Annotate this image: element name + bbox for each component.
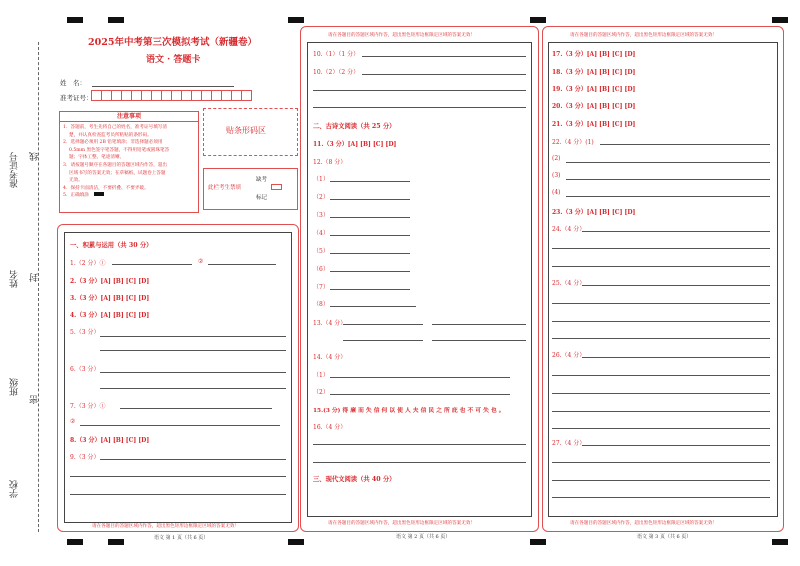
section-2-title: 二、古诗文阅读（共 25 分） [313,123,396,130]
q12-sub-3: （3） [313,212,329,219]
name-field[interactable] [92,86,234,87]
q12-sub-8: （8） [313,301,329,308]
q10-2-answer-line[interactable] [362,74,526,75]
q16-label: 16.（4 分） [313,424,347,431]
q7b-answer-line[interactable] [80,425,280,426]
q9-label: 9.（3 分） [70,454,100,461]
q25-answer-line[interactable] [582,285,770,286]
section-3-title: 三、现代文阅读（共 40 分） [313,476,396,483]
q13-answer-line[interactable] [343,340,423,341]
position-mark [772,17,788,23]
q12-sub-1: （1） [313,176,329,183]
q26-answer-line[interactable] [552,411,770,412]
q1-answer-line[interactable] [112,264,192,265]
side-label-exam-id: 准考证号 [10,152,20,188]
q12-sub-line[interactable] [330,181,410,182]
q19-choice[interactable]: 19.（3 分）[A] [B] [C] [D] [552,86,636,93]
q5-label: 5.（3 分） [70,329,100,336]
q5-answer-line[interactable] [100,350,286,351]
q27-answer-line[interactable] [552,462,770,463]
q11-choice[interactable]: 11.（3 分）[A] [B] [C] [D] [313,141,397,148]
q12-sub-line[interactable] [330,271,410,272]
boundary-note: 请在各题目的答题区域内作答，超出黑色矩形边框限定区域的答案无效！ [570,521,718,526]
exam-id-boxes[interactable] [92,90,252,101]
q10-1-label: 10.（1）（1 分） [313,51,360,58]
q25-label: 25.（4 分） [552,280,586,287]
q22-4-answer-line[interactable] [566,196,770,197]
q13-answer-line[interactable] [432,324,526,325]
notice-list: 1．答题前，考生先将自己的姓名，准考证号填写清 楚，并认真检查监考员所粘贴的条形码。 2．选择题必须用 2B 铅笔填涂；非选择题必须用 0.5mm 黑色签字笔答题，不得用铅笔或圆珠笔答 题；字体工整、笔迹清晰。 3．请按题号顺序在各题目的答题区域内作答，超出 区域书写的答案无效；在草稿纸、试题卷上答题 无效。 4．保持卡面清洁，不要折叠、不要弄破。 5．正确填涂 [63,125,170,199]
q12-sub-line[interactable] [330,253,410,254]
q22-answer-line[interactable] [600,144,770,145]
q27-answer-line[interactable] [552,497,770,498]
q18-choice[interactable]: 18.（3 分）[A] [B] [C] [D] [552,69,636,76]
q12-sub-5: （5） [313,248,329,255]
q24-label: 24.（4 分） [552,226,586,233]
q12-sub-2: （2） [313,194,329,201]
binding-line [38,42,39,532]
page-title: 2025年中考第三次模拟考试（新疆卷） [88,37,257,48]
q6-answer-line[interactable] [100,372,286,373]
page-subtitle: 语文 · 答题卡 [146,55,201,65]
q24-answer-line[interactable] [582,231,770,232]
q8-choice[interactable]: 8.（3 分）[A] [B] [C] [D] [70,437,150,444]
side-label-line: 线 [30,152,40,161]
q26-answer-line[interactable] [582,357,770,358]
q1b-answer-line[interactable] [208,264,276,265]
boundary-note: 请在各题目的答题区域内作答，超出黑色矩形边框限定区域的答案无效！ [92,524,240,529]
page-footer-2: 语文 第 2 页（共 6 页） [396,534,451,540]
q16-answer-line[interactable] [313,462,526,463]
absent-label: 此栏考生禁填 [208,185,242,191]
q2-choice[interactable]: 2.（3 分）[A] [B] [C] [D] [70,278,150,285]
boundary-note: 请在各题目的答题区域内作答，超出黑色矩形边框限定区域的答案无效！ [570,33,718,38]
q12-sub-4: （4） [313,230,329,237]
q25-answer-line[interactable] [552,321,770,322]
page-footer-1: 语文 第 1 页（共 6 页） [154,535,209,541]
absent-mark-label-2: 标记 [256,195,268,201]
q14-2-answer-line[interactable] [330,394,510,395]
q12-sub-line[interactable] [330,199,410,200]
q15-text: 15.(3 分) 得 廉 而 失 信 何 以 使 人 夫 信 民 之 所 庇 也 不 可 失 也 。 [313,408,505,414]
q5-answer-line[interactable] [100,336,286,337]
position-mark [530,17,546,23]
q13-label: 13.（4 分） [313,320,347,327]
side-label-class: 班级 [10,378,20,396]
side-label-secret: 密 [30,395,40,404]
q12-sub-line[interactable] [330,289,410,290]
q1b-label: ② [198,258,204,265]
q13-answer-line[interactable] [343,324,423,325]
side-label-name: 姓名 [10,270,20,288]
position-mark [772,539,788,545]
q9-answer-line[interactable] [70,494,286,495]
q6-label: 6.（3 分） [70,366,100,373]
exam-id-label: 准考证号： [60,94,93,102]
q20-choice[interactable]: 20.（3 分）[A] [B] [C] [D] [552,103,636,110]
q26-answer-line[interactable] [552,393,770,394]
q1-label: 1.（2 分）① [70,260,106,267]
q25-answer-line[interactable] [552,338,770,339]
q25-answer-line[interactable] [552,303,770,304]
q24-answer-line[interactable] [552,266,770,267]
position-mark [288,539,304,545]
q14-2-label: （2） [313,389,329,396]
q4-choice[interactable]: 4.（3 分）[A] [B] [C] [D] [70,312,150,319]
q12-sub-line[interactable] [330,306,416,307]
q24-answer-line[interactable] [552,248,770,249]
q26-label: 26.（4 分） [552,352,586,359]
side-label-school: 学校 [10,480,20,498]
q10-2-answer-line[interactable] [313,90,526,91]
q9-answer-line[interactable] [70,476,286,477]
notice-title: 注意事项 [60,112,198,122]
q17-choice[interactable]: 17.（3 分）[A] [B] [C] [D] [552,51,636,58]
q14-label: 14.（4 分） [313,354,347,361]
q14-1-answer-line[interactable] [330,377,510,378]
barcode-label: 贴条形码区 [226,126,266,135]
absent-checkbox[interactable] [271,184,282,190]
q16-answer-line[interactable] [313,444,526,445]
q14-1-label: （1） [313,372,329,379]
q12-sub-line[interactable] [330,217,410,218]
position-mark [108,17,124,23]
absent-mark-label: 缺考 [256,177,268,183]
q13-answer-line[interactable] [432,340,526,341]
position-mark [67,539,83,545]
position-mark [67,17,83,23]
q10-1-answer-line[interactable] [362,56,526,57]
q27-label: 27.（4 分） [552,440,586,447]
position-mark [530,539,546,545]
q7-label: 7.（3 分）① [70,403,106,410]
q12-sub-7: （7） [313,284,329,291]
answer-frame-2 [307,42,532,517]
q3-choice[interactable]: 3.（3 分）[A] [B] [C] [D] [70,295,150,302]
q22-3-label: (3) [552,172,561,179]
q7-answer-line[interactable] [120,408,272,409]
q7b-label: ② [70,418,76,425]
position-mark [108,539,124,545]
q27-answer-line[interactable] [582,445,770,446]
q9-answer-line[interactable] [100,459,286,460]
q22-4-label: (4) [552,189,561,196]
page-footer-3: 语文 第 3 页（共 6 页） [637,534,692,540]
side-label-seal: 封 [30,273,40,282]
q10-2-label: 10.（2）（2 分） [313,69,360,76]
q21-choice[interactable]: 21.（3 分）[A] [B] [C] [D] [552,121,636,128]
boundary-note: 请在各题目的答题区域内作答，超出黑色矩形边框限定区域的答案无效！ [328,33,476,38]
q12-sub-6: （6） [313,266,329,273]
notice-box [59,111,199,213]
q26-answer-line[interactable] [552,428,770,429]
q22-2-label: (2) [552,155,561,162]
filled-sample [94,192,104,196]
q10-2-answer-line[interactable] [313,107,526,108]
q12-sub-line[interactable] [330,235,410,236]
boundary-note: 请在各题目的答题区域内作答，超出黑色矩形边框限定区域的答案无效！ [328,521,476,526]
name-label: 姓 名： [60,79,86,87]
q27-answer-line[interactable] [552,480,770,481]
q23-choice[interactable]: 23.（3 分）[A] [B] [C] [D] [552,209,636,216]
q22-3-answer-line[interactable] [566,179,770,180]
q12-label: 12.（8 分） [313,159,347,166]
section-1-title: 一、积累与运用（共 30 分） [70,242,153,249]
q22-2-answer-line[interactable] [566,162,770,163]
q22-label: 22.（4 分）(1) [552,139,594,146]
q26-answer-line[interactable] [552,375,770,376]
position-mark [288,17,304,23]
q6-answer-line[interactable] [100,388,286,389]
